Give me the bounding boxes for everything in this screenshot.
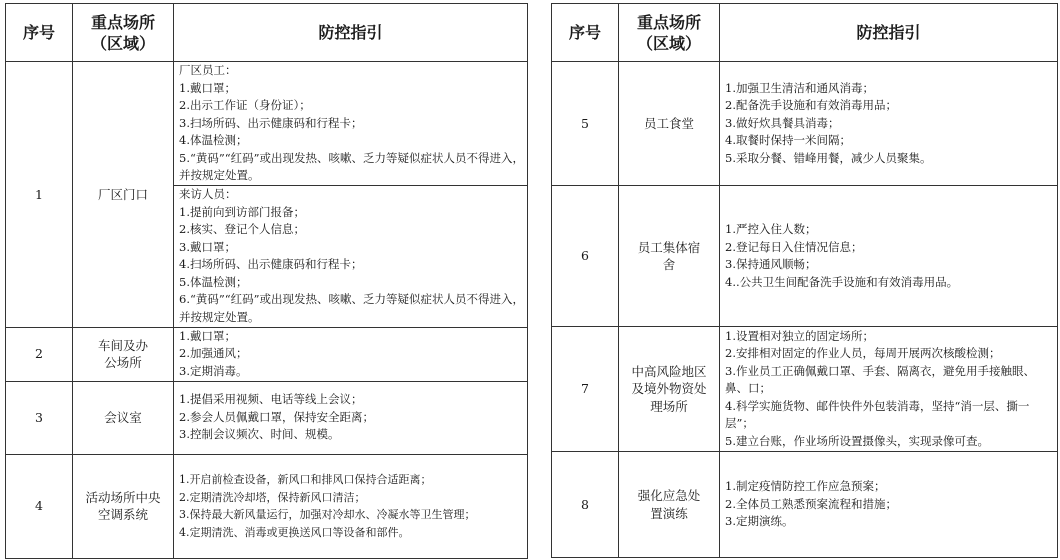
guide-line: 3.定期消毒。 <box>179 363 248 378</box>
row-number: 4 <box>6 454 73 558</box>
guide-line: 1.提倡采用视频、电话等线上会议； <box>179 392 363 407</box>
guide-line: 4.取餐时保持一米间隔； <box>725 133 851 148</box>
guide-line: 3.做好炊具餐具消毒； <box>725 115 840 130</box>
guide-line: 5.建立台账，作业场所设置摄像头，实现录像可查。 <box>725 433 989 448</box>
guide-line: 4.扫场所码、出示健康码和行程卡； <box>179 257 363 271</box>
table-row-6 <box>552 186 1058 327</box>
table-row-4 <box>6 454 528 558</box>
guide-line: 2.核实、登记个人信息； <box>179 222 305 236</box>
guide-cell <box>174 381 528 454</box>
table-row-5 <box>552 62 1058 186</box>
row-place: 车间及办公场所 <box>73 327 174 381</box>
guide-line: 1.严控入住人数； <box>725 222 817 236</box>
guide-line: 5.体温检测； <box>179 274 248 289</box>
guide-line: 3.作业员工正确佩戴口罩、手套、隔离衣，避免用手接触眼、鼻、口； <box>725 363 1035 396</box>
guide-line: 1.加强卫生清洁和通风消毒； <box>725 80 874 95</box>
row-number: 7 <box>552 327 619 452</box>
guide-cell <box>720 186 1058 327</box>
guide-line: 3.定期演练。 <box>725 514 794 529</box>
guide-cell <box>720 452 1058 558</box>
guide-line: 厂区员工： <box>179 63 237 77</box>
guide-line: 3.扫场所码、出示健康码和行程卡； <box>179 115 363 130</box>
guide-line: 2.安排相对固定的作业人员，每周开展两次核酸检测； <box>725 346 1001 361</box>
row-place: 员工集体宿舍 <box>619 186 720 327</box>
guide-line: 1.提前向到访部门报备； <box>179 204 305 219</box>
header-seq: 序号 <box>552 4 619 62</box>
guide-line: 来访人员： <box>179 187 237 201</box>
guide-line: 5.“黄码”“红码”或出现发热、咳嗽、乏力等疑似症状人员不得进入，并按规定处置。 <box>179 150 524 182</box>
guide-line: 5.采取分餐、错峰用餐，减少人员聚集。 <box>725 150 932 165</box>
guide-line: 2.配备洗手设施和有效消毒用品； <box>725 98 897 113</box>
row-place: 会议室 <box>73 381 174 454</box>
guide-cell <box>174 327 528 381</box>
row-place: 厂区门口 <box>73 62 174 328</box>
guide-cell <box>720 62 1058 186</box>
header-place-line1: 重点场所 <box>90 12 155 32</box>
guide-line: 4..公共卫生间配备洗手设施和有效消毒用品。 <box>725 274 959 289</box>
row-number: 1 <box>6 62 73 328</box>
guide-line: 3.保持最大新风量运行，加强对冷却水、冷凝水等卫生管理； <box>179 508 476 521</box>
guide-line: 3.戴口罩； <box>179 239 236 254</box>
row-number: 8 <box>552 452 619 558</box>
header-seq: 序号 <box>6 4 73 62</box>
table-row-8 <box>552 452 1058 558</box>
guide-line: 2.登记每日入住情况信息； <box>725 239 863 254</box>
table-row-2 <box>6 327 528 381</box>
guide-line: 1.制定疫情防控工作应急预案； <box>725 479 886 494</box>
guide-line: 4.体温检测； <box>179 133 248 147</box>
guide-line: 2.加强通风； <box>179 346 248 361</box>
header-guide: 防控指引 <box>174 4 528 62</box>
row-number: 6 <box>552 186 619 327</box>
row-place: 强化应急处置演练 <box>619 452 720 558</box>
guide-line: 2.出示工作证（身份证）； <box>179 98 311 112</box>
header-place <box>73 4 174 62</box>
header-place <box>619 4 720 62</box>
guide-cell <box>174 454 528 558</box>
left-guidance-table <box>5 3 528 559</box>
header-place-line2: （区域） <box>636 33 701 53</box>
table-header-row <box>552 4 1058 62</box>
guide-cell-visitors <box>174 185 528 327</box>
guide-line: 3.保持通风顺畅； <box>725 257 817 271</box>
table-row-3 <box>6 381 528 454</box>
guide-line: 4.科学实施货物、邮件快件外包装消毒，坚持“消一层、撕一层”； <box>725 398 1030 431</box>
table-header-row <box>6 4 528 62</box>
guide-cell-staff <box>174 62 528 186</box>
guide-line: 1.开启前检查设备，新风口和排风口保持合适距离； <box>179 473 432 486</box>
guide-line: 1.戴口罩； <box>179 328 236 343</box>
guide-line: 1.设置相对独立的固定场所； <box>725 328 874 343</box>
header-place-line1: 重点场所 <box>636 12 701 32</box>
guide-line: 3.控制会议频次、时间、规模。 <box>179 427 340 442</box>
right-guidance-table <box>551 3 1058 558</box>
guide-line: 1.戴口罩； <box>179 80 236 95</box>
guide-line: 2.全体员工熟悉预案流程和措施； <box>725 496 897 511</box>
guide-cell <box>720 327 1058 452</box>
row-place: 活动场所中央空调系统 <box>73 454 174 558</box>
row-number: 3 <box>6 381 73 454</box>
header-place-line2: （区域） <box>90 33 155 53</box>
row-place: 员工食堂 <box>619 62 720 186</box>
table-row-7 <box>552 327 1058 452</box>
guide-line: 2.定期清洗冷却塔，保持新风口清洁； <box>179 490 366 504</box>
row-place: 中高风险地区及境外物资处理场所 <box>619 327 720 452</box>
guide-line: 2.参会人员佩戴口罩，保持安全距离； <box>179 409 374 424</box>
guide-line: 6.“黄码”“红码”或出现发热、咳嗽、乏力等疑似症状人员不得进入，并按规定处置。 <box>179 292 524 324</box>
header-guide: 防控指引 <box>720 4 1058 62</box>
row-number: 5 <box>552 62 619 186</box>
row-number: 2 <box>6 327 73 381</box>
guide-line: 4.定期清洗、消毒或更换送风口等设备和部件。 <box>179 525 410 539</box>
table-row-1 <box>6 62 528 186</box>
